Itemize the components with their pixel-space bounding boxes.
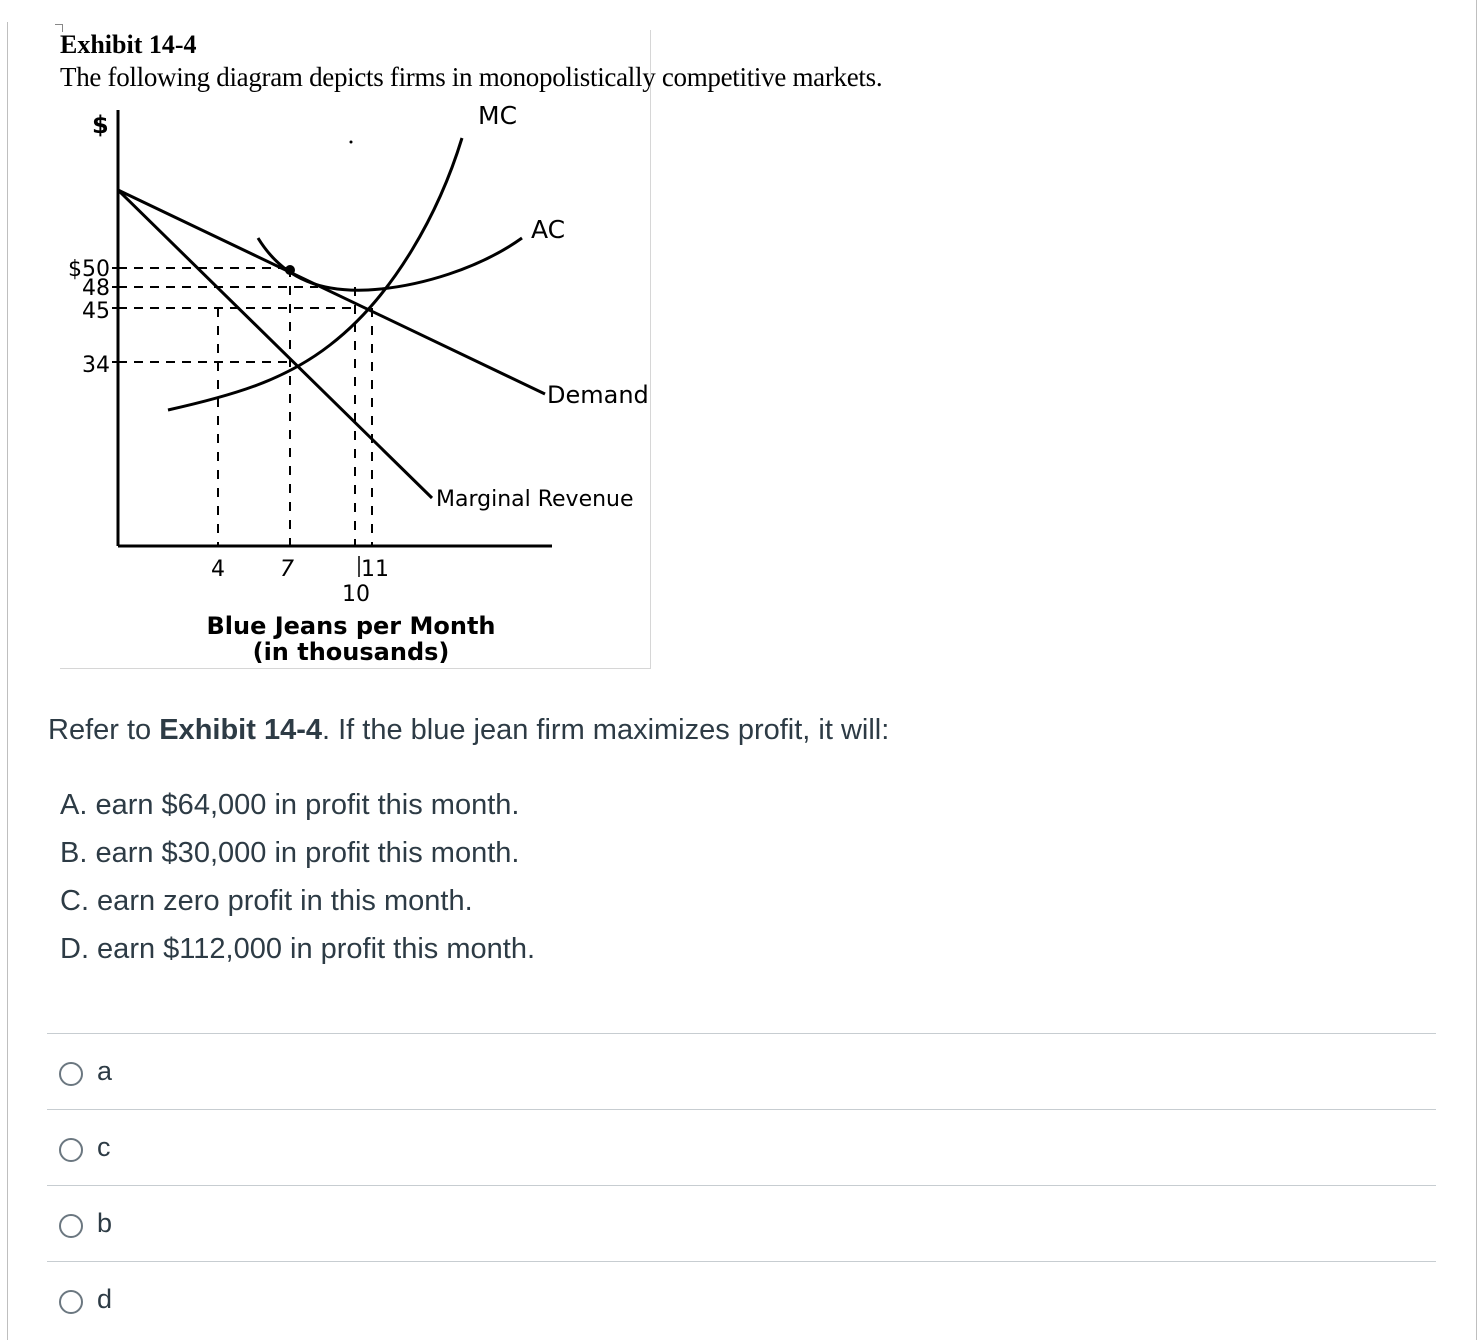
answer-options xyxy=(47,1033,1436,1337)
exhibit-title: Exhibit 14-4 xyxy=(60,30,197,59)
marginal-revenue-curve xyxy=(118,190,432,498)
answer-label: a xyxy=(97,1056,113,1086)
y-tick-label-34: 34 xyxy=(82,353,110,378)
exhibit-description: The following diagram depicts firms in monopolistically competitive markets. xyxy=(60,62,883,92)
question-prefix: Refer to xyxy=(48,714,160,746)
answer-label: d xyxy=(97,1284,113,1314)
choice-c: C. earn zero profit in this month. xyxy=(60,885,473,917)
mc-curve xyxy=(168,138,462,410)
y-axis-label: $ xyxy=(92,111,109,139)
frame-right-border xyxy=(1476,0,1477,1340)
mc-label: MC xyxy=(478,101,518,130)
choice-d: D. earn $112,000 in profit this month. xyxy=(60,933,536,965)
radio-button[interactable] xyxy=(59,1214,83,1238)
question-text xyxy=(48,714,889,747)
demand-curve xyxy=(118,190,545,394)
radio-button[interactable] xyxy=(59,1062,83,1086)
x-tick-label-11: 11 xyxy=(361,557,389,582)
choice-a: A. earn $64,000 in profit this month. xyxy=(60,789,520,821)
question-exhibit-ref: Exhibit 14-4 xyxy=(159,714,322,746)
y-tick-label-50: $50 xyxy=(68,257,110,282)
answer-option-a[interactable] xyxy=(47,1033,1436,1109)
answer-label: c xyxy=(97,1132,111,1162)
answer-option-c[interactable] xyxy=(47,1109,1436,1185)
x-tick-label-7: 7 xyxy=(280,557,294,582)
radio-button[interactable] xyxy=(59,1290,83,1314)
stray-dot xyxy=(350,141,353,144)
y-tick-label-45: 45 xyxy=(82,299,110,324)
x-tick-label-10: 10 xyxy=(342,582,370,607)
answer-label: b xyxy=(97,1208,113,1238)
ac-label: AC xyxy=(531,215,566,244)
marginal-revenue-label: Marginal Revenue xyxy=(436,487,634,512)
choice-b: B. earn $30,000 in profit this month. xyxy=(60,837,520,869)
choices-list xyxy=(60,784,535,976)
x-axis-sublabel: (in thousands) xyxy=(252,638,450,666)
demand-label: Demand xyxy=(547,381,649,409)
x-axis-label: Blue Jeans per Month xyxy=(206,612,496,640)
question-suffix: . If the blue jean firm maximizes profit, it will: xyxy=(322,714,890,746)
answer-option-b[interactable] xyxy=(47,1185,1436,1261)
equilibrium-point xyxy=(285,265,295,275)
y-tick-label-48: 48 xyxy=(82,276,110,301)
x-tick-label-4: 4 xyxy=(211,557,225,582)
economics-graph xyxy=(0,0,700,700)
radio-button[interactable] xyxy=(59,1138,83,1162)
answer-option-d[interactable] xyxy=(47,1261,1436,1337)
